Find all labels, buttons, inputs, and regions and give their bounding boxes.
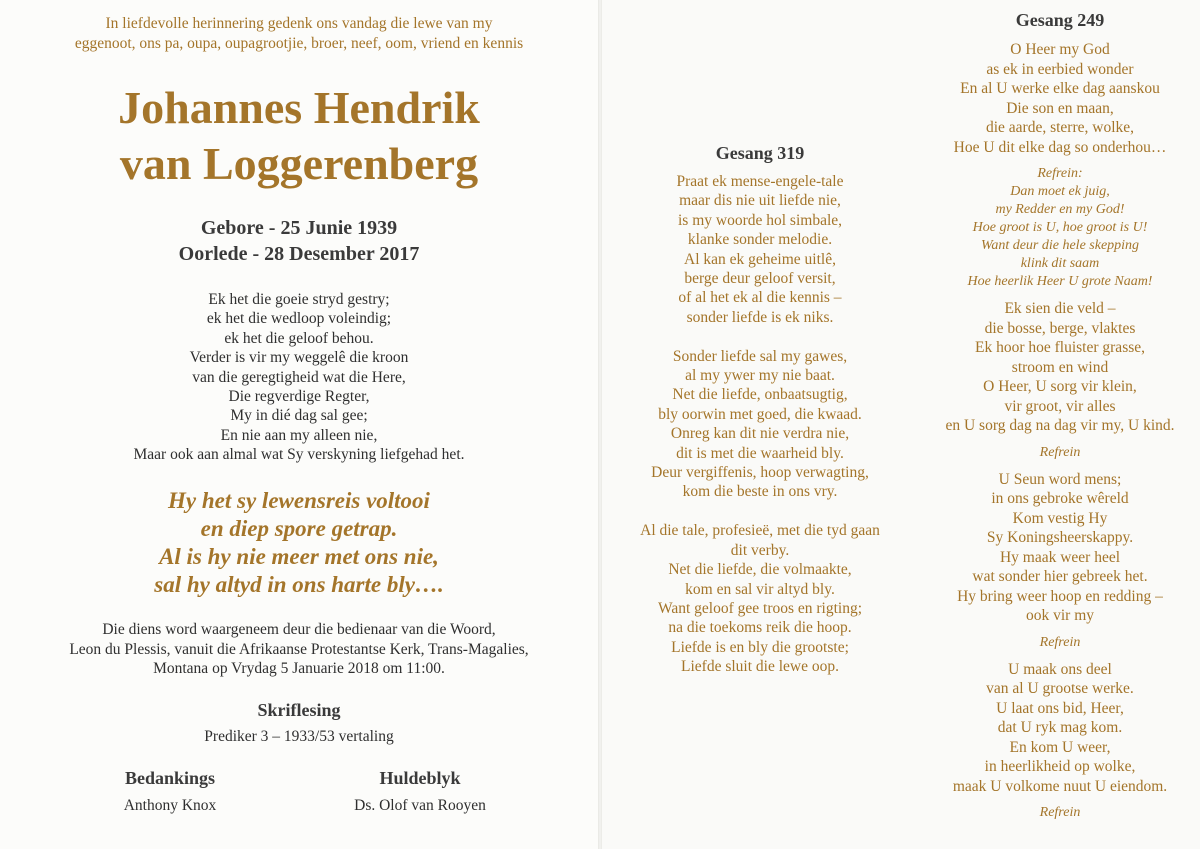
hymn-line: van al U grootse werke.: [986, 680, 1134, 697]
verse-line: Verder is vir my weggelê die kroon: [189, 349, 409, 367]
hymn-line: Want geloof gee troos en rigting;: [657, 599, 863, 617]
hymn-verse: [920, 470, 1200, 626]
verse-line: Maar ook aan almal wat Sy verskyning liefgehad het.: [133, 446, 465, 464]
hymn-line: U maak ons deel: [1008, 660, 1112, 678]
intro-line: eggenoot, ons pa, oupa, oupagrootjie, broer, neef, oom, vriend en kennis: [74, 35, 524, 52]
verse-line: En nie aan my alleen nie,: [220, 426, 378, 444]
hymn-line: kom die beste in ons vry.: [682, 483, 838, 501]
hymn-line: Al die tale, profesieë, met die tyd gaan: [640, 522, 880, 540]
intro-text: [0, 14, 598, 54]
hymn-line: bly oorwin met goed, die kwaad.: [658, 405, 862, 423]
birth-date: Gebore - 25 Junie 1939: [200, 217, 398, 239]
hymn-line: Hy maak weer heel: [999, 548, 1121, 566]
verse-line: Ek het die goeie stryd gestry;: [208, 291, 390, 308]
hymn-line: dit is met die waarheid bly.: [676, 444, 844, 462]
hymn-verse: [920, 299, 1200, 436]
hymn-line: dat U ryk mag kom.: [997, 719, 1123, 736]
tribute-line: sal hy altyd in ons harte bly….: [154, 572, 444, 597]
hymn-line: Net die liefde, die volmaakte,: [668, 561, 852, 579]
hymn-line: maar dis nie uit liefde nie,: [679, 192, 841, 210]
refrain-line: my Redder en my God!: [995, 202, 1125, 217]
hymn-line: U laat ons bid, Heer,: [996, 699, 1124, 717]
bedankings-text: Anthony Knox: [123, 797, 217, 814]
hymn-line: of al het ek al die kennis –: [678, 289, 842, 307]
hymn-line: berge deur geloof versit,: [684, 270, 836, 288]
stanza: [610, 172, 910, 327]
hymn-line: stroom en wind: [1011, 358, 1109, 376]
hymn-line: U Seun word mens;: [998, 470, 1122, 488]
hymn-line: En kom U weer,: [1009, 738, 1111, 756]
stanza: [610, 521, 910, 676]
service-line: Die diens word waargeneem deur die bedienaar van die Woord,: [102, 621, 496, 638]
hymn-line: sonder liefde is ek niks.: [686, 308, 834, 326]
page-fold: [598, 0, 602, 849]
huldeblyk-text: Ds. Olof van Rooyen: [354, 797, 486, 814]
hymn-line: in ons gebroke wêreld: [991, 490, 1129, 507]
name-line: Johannes Hendrik: [118, 82, 480, 133]
hymn-line: Ek hoor hoe fluister grasse,: [974, 339, 1146, 356]
hymn-line: die aarde, sterre, wolke,: [985, 119, 1135, 136]
skriflesing-heading: Skriflesing: [257, 700, 341, 720]
hymn-line: die bosse, berge, vlaktes: [984, 319, 1136, 337]
hymn-line: vir groot, vir alles: [1004, 397, 1116, 415]
hymn-line: Praat ek mense-engele-tale: [676, 173, 844, 190]
stanza: [610, 347, 910, 502]
hymn-line: Onreg kan dit nie verdra nie,: [670, 425, 850, 443]
hymn-line: Liefde is en bly die grootste;: [671, 638, 849, 656]
tribute-line: en diep spore getrap.: [200, 516, 398, 541]
life-dates: [0, 215, 598, 267]
scripture-verse: [0, 290, 598, 465]
hymn-line: na die toekoms reik die hoop.: [668, 619, 852, 637]
hymn-line: Ek sien die veld –: [1004, 300, 1116, 317]
hymn-line: O Heer my God: [1010, 41, 1110, 58]
hymn-line: Kom vestig Hy: [1012, 509, 1108, 527]
hymn-line: in heerlikheid op wolke,: [984, 758, 1136, 775]
skriflesing-text: Prediker 3 – 1933/53 vertaling: [204, 728, 394, 745]
name-line: van Loggerenberg: [119, 138, 479, 189]
verse-line: ek het die geloof behou.: [224, 329, 374, 347]
death-date: Oorlede - 28 Desember 2017: [178, 243, 420, 265]
gesang-319-title: Gesang 319: [715, 143, 805, 163]
verse-line: Die regverdige Regter,: [228, 388, 370, 406]
hymn-line: Die son en maan,: [1006, 99, 1114, 117]
hymn-line: Al kan ek geheime uitlê,: [684, 250, 836, 268]
hymn-line: is my woorde hol simbale,: [677, 211, 843, 229]
hymn-line: Sonder liefde sal my gawes,: [672, 347, 848, 365]
refrain-label: Refrein: [1039, 444, 1081, 460]
refrain-line: Dan moet ek juig,: [1010, 184, 1110, 199]
hymn-line: en U sorg dag na dag vir my, U kind.: [945, 417, 1175, 434]
verse-line: ek het die wedloop voleindig;: [206, 310, 392, 328]
hymn-line: ook vir my: [1025, 607, 1095, 624]
verse-line: My in dié dag sal gee;: [230, 407, 368, 425]
tribute-line: Hy het sy lewensreis voltooi: [168, 488, 430, 513]
refrain-line: klink dit saam: [1020, 256, 1100, 271]
refrain-line: Hoe groot is U, hoe groot is U!: [972, 220, 1148, 235]
service-line: Montana op Vrydag 5 Januarie 2018 om 11:00.: [153, 660, 445, 677]
hymn-line: maak U volkome nuut U eiendom.: [952, 777, 1168, 795]
tribute-text: [0, 487, 598, 599]
refrain-label: Refrein: [1039, 805, 1081, 820]
hymn-line: al my ywer my nie baat.: [685, 367, 835, 385]
verse-line: van die geregtigheid wat die Here,: [192, 368, 406, 386]
gesang-249-text: [920, 40, 1200, 830]
hymn-line: Hoe U dit elke dag so onderhou…: [953, 138, 1167, 156]
hymn-line: En al U werke elke dag aanskou: [960, 80, 1160, 97]
hymn-line: Deur vergiffenis, hoop verwagting,: [651, 464, 869, 482]
hymn-line: Liefde sluit die lewe oop.: [681, 658, 839, 676]
hymn-line: O Heer, U sorg vir klein,: [983, 378, 1137, 395]
refrain-label: Refrein: [1039, 634, 1081, 650]
hymn-line: dit verby.: [730, 541, 790, 559]
huldeblyk-heading: Huldeblyk: [379, 768, 461, 788]
hymn-verse: [920, 40, 1200, 157]
hymn-line: klanke sonder melodie.: [687, 231, 833, 249]
refrain-label: Refrein:: [1037, 166, 1083, 181]
gesang-249-title: Gesang 249: [1015, 10, 1105, 30]
service-line: Leon du Plessis, vanuit die Afrikaanse Protestantse Kerk, Trans-Magalies,: [69, 640, 529, 658]
refrain-line: Want deur die hele skepping: [980, 238, 1140, 253]
hymn-line: as ek in eerbied wonder: [986, 60, 1134, 78]
bedankings-heading: Bedankings: [124, 768, 216, 788]
hymn-line: Sy Koningsheerskappy.: [986, 529, 1134, 546]
intro-line: In liefdevolle herinnering gedenk ons vandag die lewe van my: [105, 15, 493, 32]
hymn-line: Hy bring weer hoop en redding –: [957, 587, 1163, 605]
hymn-line: wat sonder hier gebreek het.: [972, 568, 1148, 585]
refrain: [920, 165, 1200, 291]
refrain-line: Hoe heerlik Heer U grote Naam!: [967, 274, 1153, 289]
service-details: [0, 620, 598, 679]
gesang-319-text: [610, 172, 910, 696]
tribute-line: Al is hy nie meer met ons nie,: [159, 544, 439, 569]
hymn-line: kom en sal vir altyd bly.: [685, 580, 835, 598]
hymn-verse: [920, 660, 1200, 797]
hymn-line: Net die liefde, onbaatsugtig,: [672, 386, 848, 404]
deceased-name: [0, 80, 598, 192]
